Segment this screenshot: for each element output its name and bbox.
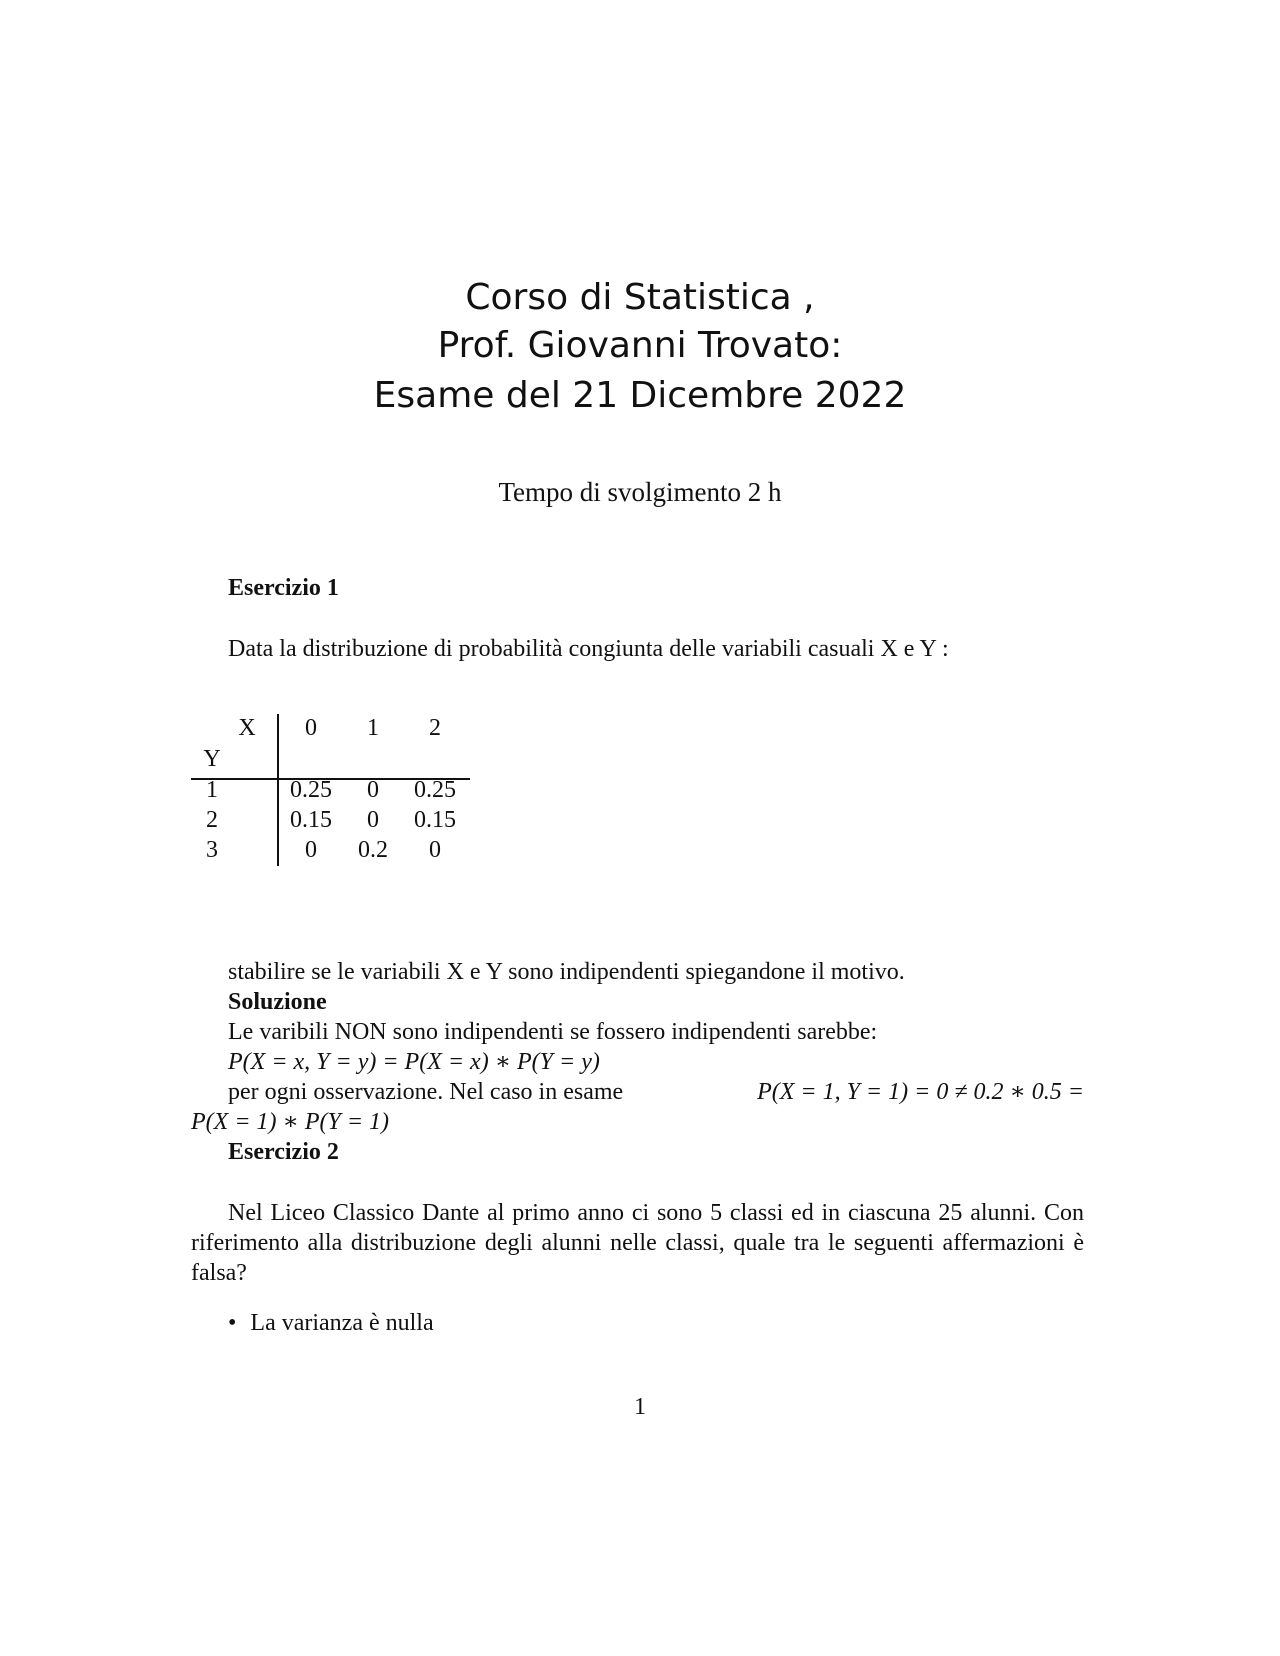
exercise1-heading <box>228 576 339 600</box>
table-cell: 0.25 <box>414 777 456 803</box>
table-cell: 0.15 <box>290 807 332 833</box>
table-cell: 0.15 <box>414 807 456 833</box>
table-cell: 0 <box>305 837 317 863</box>
solution-heading-text: Soluzione <box>228 989 327 1015</box>
exercise2-text: Nel Liceo Classico Dante al primo anno ci sono 5 classi ed in ciascuna 25 alunni. Con riferimento alla distribuzione degli alunni nelle classi, quale tra le seguenti affermazioni è falsa? <box>191 1200 1084 1286</box>
bullet-icon: • <box>228 1310 237 1336</box>
bullet-item <box>228 1311 434 1335</box>
y-value: 1 <box>206 777 218 803</box>
exercise2-heading-text: Esercizio 2 <box>228 1139 339 1165</box>
table-cell: 0 <box>367 777 379 803</box>
exercise1-heading-text: Esercizio 1 <box>228 575 339 601</box>
title-line-2: Prof. Giovanni Trovato: <box>437 325 843 366</box>
x-value: 0 <box>305 715 317 741</box>
exercise2-heading <box>228 1140 339 1164</box>
y-value: 3 <box>206 837 218 863</box>
exercise1-question: stabilire se le variabili X e Y sono indipendenti spiegandone il motivo. <box>228 959 905 985</box>
y-value: 2 <box>206 807 218 833</box>
subtitle: Tempo di svolgimento 2 h <box>498 477 782 507</box>
solution-heading <box>228 990 327 1014</box>
x-label: X <box>238 715 256 741</box>
x-value: 2 <box>429 715 441 741</box>
independence-formula: P(X = x, Y = y) = P(X = x) ∗ P(Y = y) <box>228 1049 600 1075</box>
title-line-1: Corso di Statistica , <box>465 277 815 318</box>
page-number: 1 <box>634 1394 646 1420</box>
table-cell: 0.25 <box>290 777 332 803</box>
solution-line: Le varibili NON sono indipendenti se fossero indipendenti sarebbe: <box>228 1019 878 1045</box>
table-cell: 0.2 <box>358 837 388 863</box>
solution-formula: P(X = 1, Y = 1) = 0 ≠ 0.2 ∗ 0.5 = <box>757 1079 1084 1105</box>
table-cell: 0 <box>367 807 379 833</box>
table-cell: 0 <box>429 837 441 863</box>
solution-formula-continued: P(X = 1) ∗ P(Y = 1) <box>191 1109 389 1135</box>
solution-text: per ogni osservazione. Nel caso in esame <box>228 1079 624 1105</box>
bullet-text: La varianza è nulla <box>250 1310 434 1336</box>
y-label: Y <box>203 746 221 772</box>
solution-line <box>228 1080 1084 1104</box>
title-line-3: Esame del 21 Dicembre 2022 <box>373 375 907 416</box>
exercise1-intro: Data la distribuzione di probabilità congiunta delle variabili casuali X e Y : <box>228 636 949 662</box>
x-value: 1 <box>367 715 379 741</box>
